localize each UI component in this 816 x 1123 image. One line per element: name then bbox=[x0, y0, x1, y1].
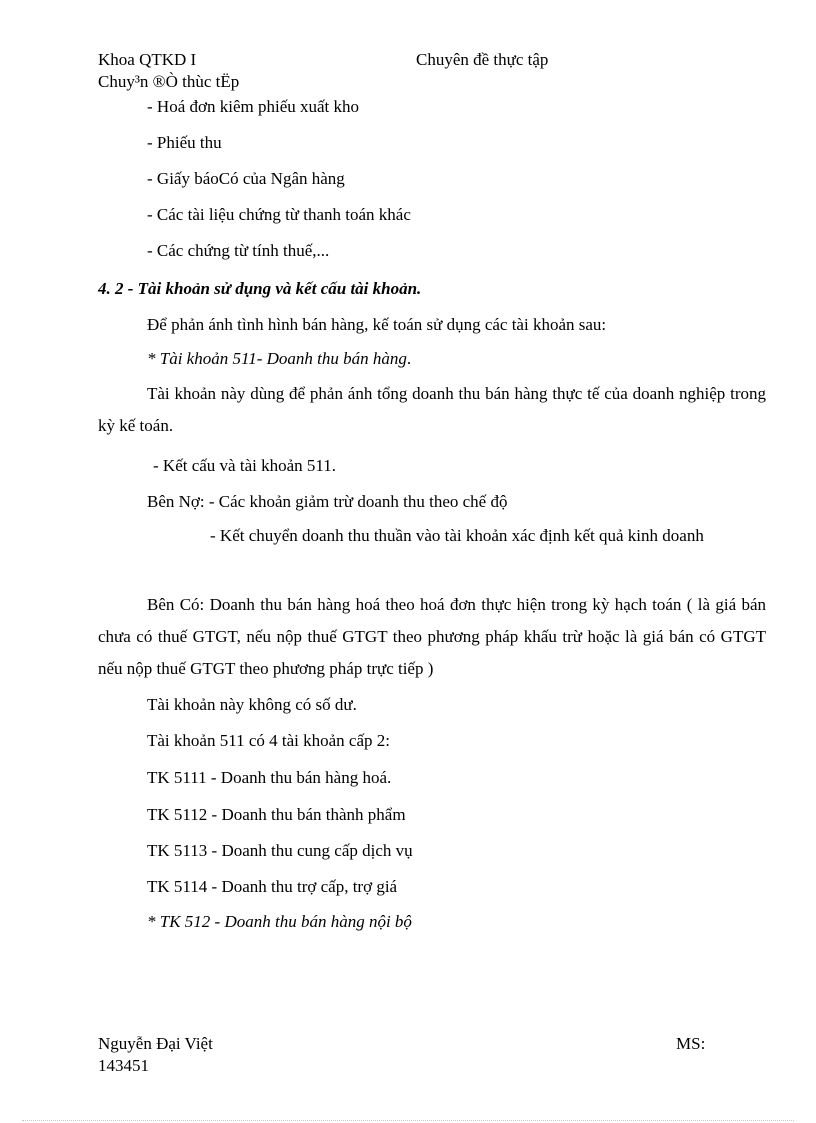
sub-account-item: TK 5114 - Doanh thu trợ cấp, trợ giá bbox=[147, 877, 398, 896]
sub-account-item: TK 5111 - Doanh thu bán hàng hoá. bbox=[147, 768, 392, 787]
debit-line-1: Bên Nợ: - Các khoản giảm trừ doanh thu theo chế độ bbox=[147, 492, 508, 511]
intro-paragraph: Để phản ánh tình hình bán hàng, kế toán sử dụng các tài khoản sau: bbox=[147, 315, 607, 334]
sub-accounts-intro: Tài khoản 511 có 4 tài khoản cấp 2: bbox=[147, 731, 390, 750]
footer-ms-label: MS: bbox=[676, 1034, 706, 1053]
structure-line: - Kết cấu và tài khoản 511. bbox=[153, 456, 336, 475]
credit-paragraph: Bên Có: Doanh thu bán hàng hoá theo hoá đơn thực hiện trong kỳ hạch toán ( là giá bán chưa có thuế GTGT, nếu nộp thuế GTGT theo phương pháp khấu trừ hoặc là giá bán có GTGT nếu nộp thuế GTGT theo phương pháp trực tiếp ) bbox=[98, 595, 766, 678]
page-bottom-divider bbox=[22, 1120, 794, 1121]
header-left: Khoa QTKD I bbox=[98, 50, 197, 69]
list-item: - Các tài liệu chứng từ thanh toán khác bbox=[147, 205, 411, 224]
debit-line-2: - Kết chuyển doanh thu thuần vào tài khoản xác định kết quả kinh doanh bbox=[210, 526, 704, 545]
header-second-line: Chuy³n ®Ò thùc tËp bbox=[98, 72, 240, 91]
footer-ms-number: 143451 bbox=[98, 1056, 149, 1075]
header-right: Chuyên đề thực tập bbox=[416, 50, 549, 69]
sub-account-item: TK 5113 - Doanh thu cung cấp dịch vụ bbox=[147, 841, 413, 860]
sub-account-item: TK 5112 - Doanh thu bán thành phẩm bbox=[147, 805, 406, 824]
account-511-period: . bbox=[406, 349, 412, 368]
section-heading: 4. 2 - Tài khoản sử dụng và kết cấu tài khoản. bbox=[98, 279, 422, 298]
footer-author-name: Nguyễn Đại Việt bbox=[98, 1034, 213, 1053]
list-item: - Giấy báoCó của Ngân hàng bbox=[147, 169, 345, 188]
account-512-title: * TK 512 - Doanh thu bán hàng nội bộ bbox=[147, 912, 412, 931]
list-item: - Các chứng từ tính thuế,... bbox=[147, 241, 330, 260]
account-511-title: * Tài khoản 511- Doanh thu bán hàng bbox=[147, 349, 407, 368]
no-balance-line: Tài khoản này không có số dư. bbox=[147, 695, 357, 714]
account-511-line bbox=[147, 349, 411, 369]
list-item: - Phiếu thu bbox=[147, 133, 222, 152]
list-item: - Hoá đơn kiêm phiếu xuất kho bbox=[147, 97, 360, 116]
account-511-description: Tài khoản này dùng để phản ánh tổng doanh thu bán hàng thực tế của doanh nghiệp trong kỳ kế toán. bbox=[98, 384, 766, 435]
